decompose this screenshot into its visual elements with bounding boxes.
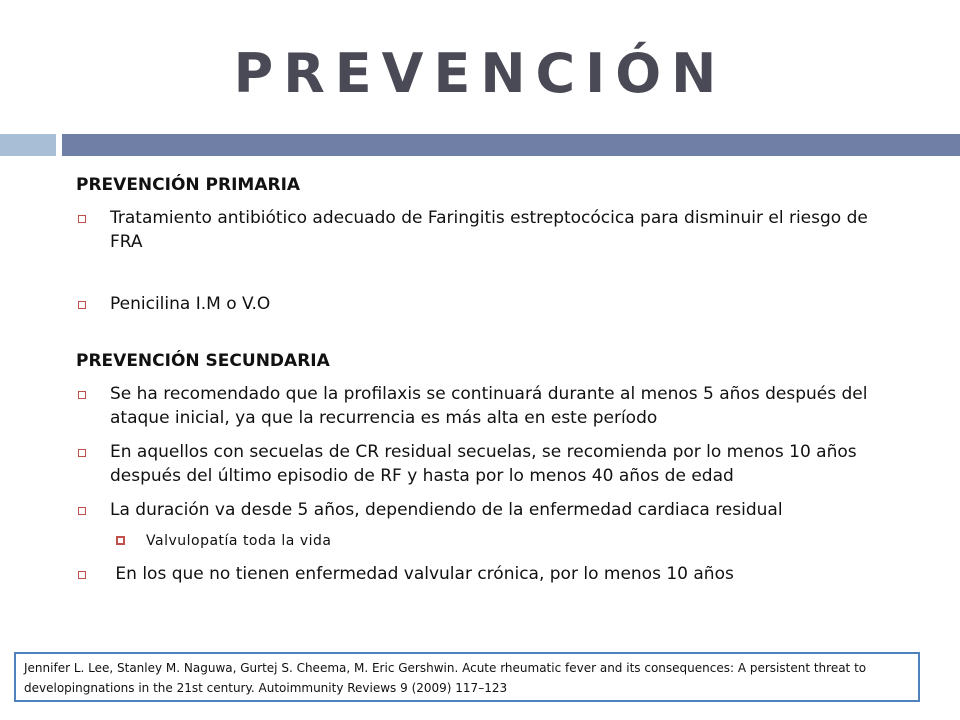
- list-item: La duración va desde 5 años, dependiendo de la enfermedad cardiaca residual: [76, 498, 896, 522]
- square-bullet-icon: [78, 571, 86, 579]
- citation-box: Jennifer L. Lee, Stanley M. Naguwa, Gurtej S. Cheema, M. Eric Gershwin. Acute rheumatic fever and its consequences: A persistent threat to developingnations in the 21st century. Autoimmunity Reviews 9 (2009) 117–123: [14, 652, 920, 702]
- square-bullet-icon: [78, 449, 86, 457]
- list-item: Tratamiento antibiótico adecuado de Faringitis estreptocócica para disminuir el riesgo de FRA: [76, 206, 896, 254]
- square-bullet-icon: [78, 391, 86, 399]
- slide-content: [76, 172, 896, 586]
- square-bullet-icon: [78, 301, 86, 309]
- list-item: En aquellos con secuelas de CR residual secuelas, se recomienda por lo menos 10 años después del último episodio de RF y hasta por lo menos 40 años de edad: [76, 440, 896, 488]
- heading-secondary: PREVENCIÓN SECUNDARIA: [76, 351, 330, 371]
- filled-square-bullet-icon: [116, 536, 125, 545]
- slide-title: PREVENCIÓN: [233, 42, 727, 105]
- list-item: Penicilina I.M o V.O: [76, 292, 896, 316]
- list-item: En los que no tienen enfermedad valvular crónica, por lo menos 10 años: [76, 562, 896, 586]
- accent-bar-main: [62, 134, 960, 156]
- sub-list-item: Valvulopatía toda la vida: [76, 530, 896, 552]
- square-bullet-icon: [78, 215, 86, 223]
- list-item: Se ha recomendado que la profilaxis se continuará durante al menos 5 años después del ataque inicial, ya que la recurrencia es más alta en este período: [76, 382, 896, 430]
- accent-bar-left: [0, 134, 56, 156]
- heading-primary: PREVENCIÓN PRIMARIA: [76, 175, 301, 195]
- square-bullet-icon: [78, 507, 86, 515]
